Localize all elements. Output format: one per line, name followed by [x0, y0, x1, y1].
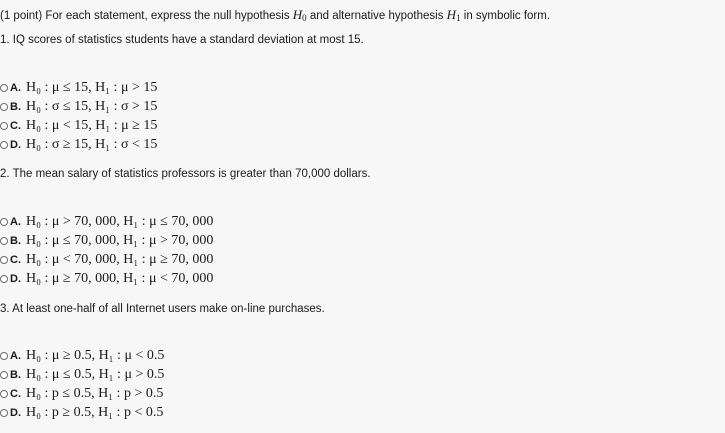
question-1-option-b[interactable]: B. H₀ : σ ≤ 15, H₁ : σ > 15 — [0, 97, 157, 116]
question-3-options — [0, 346, 164, 422]
question-1-option-a[interactable]: A. H₀ : μ ≤ 15, H₁ : μ > 15 — [0, 78, 157, 97]
radio-button[interactable] — [0, 256, 8, 264]
radio-button[interactable] — [0, 390, 8, 398]
instructions-suffix: in symbolic form. — [460, 10, 551, 22]
question-3-option-c[interactable]: C. H₀ : p ≤ 0.5, H₁ : p > 0.5 — [0, 384, 164, 403]
null-hypothesis-symbol: $H_0$ — [292, 7, 307, 23]
radio-button[interactable] — [0, 84, 8, 92]
radio-button[interactable] — [0, 352, 8, 360]
question-2-option-b[interactable]: B. H₀ : μ ≤ 70, 000, H₁ : μ > 70, 000 — [0, 231, 213, 250]
question-3-option-d[interactable]: D. H₀ : p ≥ 0.5, H₁ : p < 0.5 — [0, 403, 164, 422]
question-3-option-b[interactable]: B. H₀ : μ ≤ 0.5, H₁ : μ > 0.5 — [0, 365, 164, 384]
instructions-prefix: (1 point) For each statement, express the null hypothesis — [0, 10, 293, 22]
question-2-text: 2. The mean salary of statistics professors is greater than 70,000 dollars. — [0, 168, 371, 180]
question-2-option-a[interactable]: A. H₀ : μ > 70, 000, H₁ : μ ≤ 70, 000 — [0, 212, 213, 231]
question-3-text: 3. At least one-half of all Internet users make on-line purchases. — [0, 303, 325, 315]
question-1-options — [0, 78, 157, 154]
question-1-text: 1. IQ scores of statistics students have a standard deviation at most 15. — [0, 34, 364, 46]
radio-button[interactable] — [0, 103, 8, 111]
question-3-option-a[interactable]: A. H₀ : μ ≥ 0.5, H₁ : μ < 0.5 — [0, 346, 164, 365]
radio-button[interactable] — [0, 122, 8, 130]
question-2-option-d[interactable]: D. H₀ : μ ≥ 70, 000, H₁ : μ < 70, 000 — [0, 269, 213, 288]
radio-button[interactable] — [0, 371, 8, 379]
question-2-options — [0, 212, 213, 288]
radio-button[interactable] — [0, 237, 8, 245]
instructions-middle: and alternative hypothesis — [306, 10, 447, 22]
question-1-option-d[interactable]: D. H₀ : σ ≥ 15, H₁ : σ < 15 — [0, 135, 157, 154]
radio-button[interactable] — [0, 141, 8, 149]
question-2-option-c[interactable]: C. H₀ : μ < 70, 000, H₁ : μ ≥ 70, 000 — [0, 250, 213, 269]
question-1-option-c[interactable]: C. H₀ : μ < 15, H₁ : μ ≥ 15 — [0, 116, 157, 135]
alternative-hypothesis-symbol: $H_1$ — [446, 7, 461, 23]
radio-button[interactable] — [0, 275, 8, 283]
radio-button[interactable] — [0, 218, 8, 226]
instructions — [0, 7, 550, 23]
radio-button[interactable] — [0, 409, 8, 417]
